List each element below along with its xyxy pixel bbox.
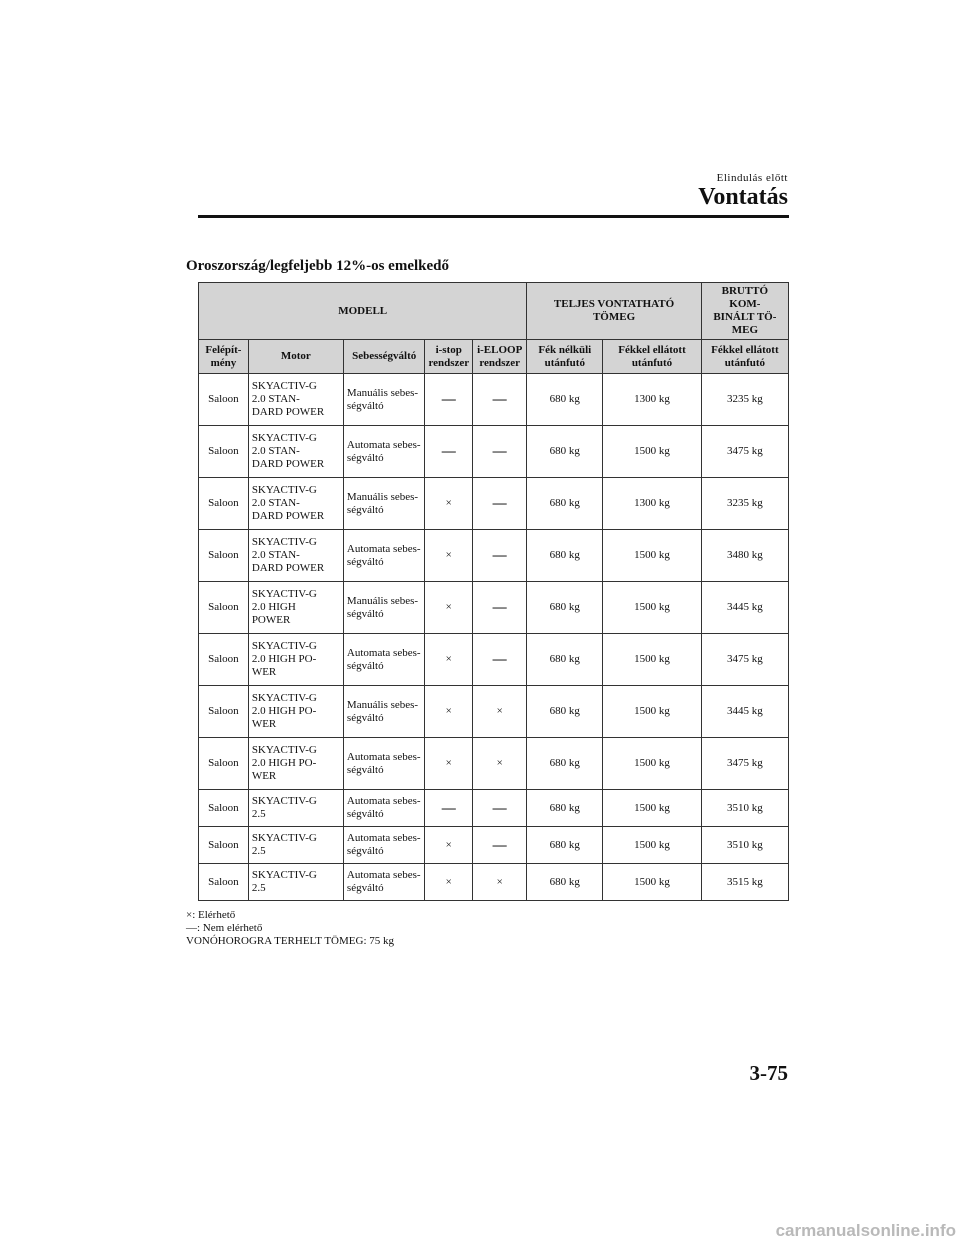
- cell-build: Saloon: [199, 738, 249, 790]
- cell-unbraked: 680 kg: [527, 864, 603, 901]
- cell-unbraked: 680 kg: [527, 790, 603, 827]
- cell-ieloop: ×: [472, 738, 526, 790]
- note-hitch-load: VONÓHOROGRA TERHELT TÖMEG: 75 kg: [186, 935, 394, 947]
- table-row: [199, 582, 789, 634]
- cell-build: Saloon: [199, 530, 249, 582]
- cell-motor: SKYACTIV-G 2.0 STAN- DARD POWER: [248, 478, 343, 530]
- cell-motor: SKYACTIV-G 2.0 HIGH POWER: [248, 582, 343, 634]
- col-header-motor: Motor: [248, 340, 343, 374]
- cell-transmission: Automata sebes- ségváltó: [343, 827, 425, 864]
- cell-braked: 1500 kg: [603, 530, 702, 582]
- table-row: [199, 827, 789, 864]
- col-header-build: Felépít- mény: [199, 340, 249, 374]
- cell-braked: 1500 kg: [603, 582, 702, 634]
- cell-istop: ×: [425, 530, 473, 582]
- cell-build: Saloon: [199, 864, 249, 901]
- cell-motor: SKYACTIV-G 2.0 STAN- DARD POWER: [248, 426, 343, 478]
- cell-transmission: Automata sebes- ségváltó: [343, 738, 425, 790]
- header-model: MODELL: [199, 283, 527, 340]
- watermark: carmanualsonline.info: [775, 1221, 956, 1240]
- cell-braked: 1500 kg: [603, 686, 702, 738]
- cell-braked: 1300 kg: [603, 478, 702, 530]
- cell-gross: 3445 kg: [701, 686, 788, 738]
- cell-gross: 3235 kg: [701, 478, 788, 530]
- cell-transmission: Manuális sebes- ségváltó: [343, 686, 425, 738]
- cell-motor: SKYACTIV-G 2.0 STAN- DARD POWER: [248, 530, 343, 582]
- cell-braked: 1300 kg: [603, 374, 702, 426]
- table-row: [199, 738, 789, 790]
- cell-istop: ×: [425, 864, 473, 901]
- col-header-ieloop: i-ELOOP rendszer: [472, 340, 526, 374]
- col-header-unbraked: Fék nélküli utánfutó: [527, 340, 603, 374]
- cell-istop: —: [425, 374, 473, 426]
- cell-build: Saloon: [199, 827, 249, 864]
- cell-ieloop: ×: [472, 864, 526, 901]
- cell-motor: SKYACTIV-G 2.5: [248, 864, 343, 901]
- cell-transmission: Automata sebes- ségváltó: [343, 530, 425, 582]
- chapter-label: Elindulás előtt: [716, 172, 788, 184]
- cell-build: Saloon: [199, 374, 249, 426]
- cell-unbraked: 680 kg: [527, 374, 603, 426]
- cell-unbraked: 680 kg: [527, 634, 603, 686]
- header-total-mass: TELJES VONTATHATÓ TÖMEG: [527, 283, 701, 340]
- cell-istop: ×: [425, 827, 473, 864]
- cell-gross: 3480 kg: [701, 530, 788, 582]
- cell-ieloop: —: [472, 634, 526, 686]
- cell-build: Saloon: [199, 426, 249, 478]
- cell-transmission: Automata sebes- ségváltó: [343, 426, 425, 478]
- cell-istop: ×: [425, 738, 473, 790]
- header-gross-combined-mass: BRUTTÓ KOM- BINÁLT TÖ- MEG: [701, 283, 788, 340]
- cell-ieloop: —: [472, 790, 526, 827]
- cell-unbraked: 680 kg: [527, 478, 603, 530]
- col-header-gross-braked: Fékkel ellátott utánfutó: [701, 340, 788, 374]
- header-divider: [198, 215, 789, 218]
- cell-gross: 3515 kg: [701, 864, 788, 901]
- cell-gross: 3510 kg: [701, 790, 788, 827]
- cell-motor: SKYACTIV-G 2.0 STAN- DARD POWER: [248, 374, 343, 426]
- page-number: 3-75: [749, 1061, 788, 1085]
- table-row: [199, 478, 789, 530]
- cell-ieloop: —: [472, 426, 526, 478]
- cell-unbraked: 680 kg: [527, 426, 603, 478]
- table-row: [199, 634, 789, 686]
- note-not-available: —: Nem elérhető: [186, 922, 263, 934]
- cell-gross: 3475 kg: [701, 426, 788, 478]
- cell-unbraked: 680 kg: [527, 827, 603, 864]
- cell-build: Saloon: [199, 478, 249, 530]
- cell-unbraked: 680 kg: [527, 738, 603, 790]
- cell-ieloop: —: [472, 582, 526, 634]
- table-row: [199, 686, 789, 738]
- cell-gross: 3510 kg: [701, 827, 788, 864]
- table-group-header-row: [199, 283, 789, 340]
- cell-build: Saloon: [199, 790, 249, 827]
- note-available: ×: Elérhető: [186, 909, 236, 921]
- table-row: [199, 790, 789, 827]
- cell-ieloop: —: [472, 530, 526, 582]
- col-header-istop: i-stop rendszer: [425, 340, 473, 374]
- page-title: Vontatás: [698, 184, 788, 210]
- cell-motor: SKYACTIV-G 2.5: [248, 790, 343, 827]
- cell-motor: SKYACTIV-G 2.0 HIGH PO- WER: [248, 686, 343, 738]
- cell-transmission: Automata sebes- ségváltó: [343, 790, 425, 827]
- cell-motor: SKYACTIV-G 2.5: [248, 827, 343, 864]
- cell-transmission: Manuális sebes- ségváltó: [343, 582, 425, 634]
- cell-gross: 3475 kg: [701, 634, 788, 686]
- cell-transmission: Manuális sebes- ségváltó: [343, 374, 425, 426]
- table-row: [199, 864, 789, 901]
- table-row: [199, 374, 789, 426]
- towing-spec-table: [198, 282, 789, 901]
- cell-motor: SKYACTIV-G 2.0 HIGH PO- WER: [248, 738, 343, 790]
- cell-unbraked: 680 kg: [527, 686, 603, 738]
- table-row: [199, 426, 789, 478]
- cell-istop: —: [425, 426, 473, 478]
- cell-istop: ×: [425, 582, 473, 634]
- cell-build: Saloon: [199, 582, 249, 634]
- cell-transmission: Automata sebes- ségváltó: [343, 634, 425, 686]
- cell-braked: 1500 kg: [603, 790, 702, 827]
- cell-unbraked: 680 kg: [527, 530, 603, 582]
- cell-build: Saloon: [199, 634, 249, 686]
- table-row: [199, 530, 789, 582]
- col-header-braked: Fékkel ellátott utánfutó: [603, 340, 702, 374]
- cell-braked: 1500 kg: [603, 426, 702, 478]
- cell-gross: 3475 kg: [701, 738, 788, 790]
- table-column-header-row: [199, 340, 789, 374]
- cell-istop: ×: [425, 686, 473, 738]
- cell-braked: 1500 kg: [603, 634, 702, 686]
- cell-braked: 1500 kg: [603, 864, 702, 901]
- cell-istop: ×: [425, 634, 473, 686]
- legend-notes: [186, 909, 394, 948]
- cell-ieloop: —: [472, 827, 526, 864]
- col-header-transmission: Sebességváltó: [343, 340, 425, 374]
- cell-build: Saloon: [199, 686, 249, 738]
- cell-braked: 1500 kg: [603, 827, 702, 864]
- cell-istop: —: [425, 790, 473, 827]
- cell-motor: SKYACTIV-G 2.0 HIGH PO- WER: [248, 634, 343, 686]
- cell-transmission: Automata sebes- ségváltó: [343, 864, 425, 901]
- cell-ieloop: —: [472, 374, 526, 426]
- cell-transmission: Manuális sebes- ségváltó: [343, 478, 425, 530]
- cell-unbraked: 680 kg: [527, 582, 603, 634]
- cell-gross: 3235 kg: [701, 374, 788, 426]
- cell-ieloop: —: [472, 478, 526, 530]
- section-title: Oroszország/legfeljebb 12%-os emelkedő: [186, 258, 450, 274]
- cell-ieloop: ×: [472, 686, 526, 738]
- cell-gross: 3445 kg: [701, 582, 788, 634]
- cell-istop: ×: [425, 478, 473, 530]
- cell-braked: 1500 kg: [603, 738, 702, 790]
- table-body: [199, 374, 789, 901]
